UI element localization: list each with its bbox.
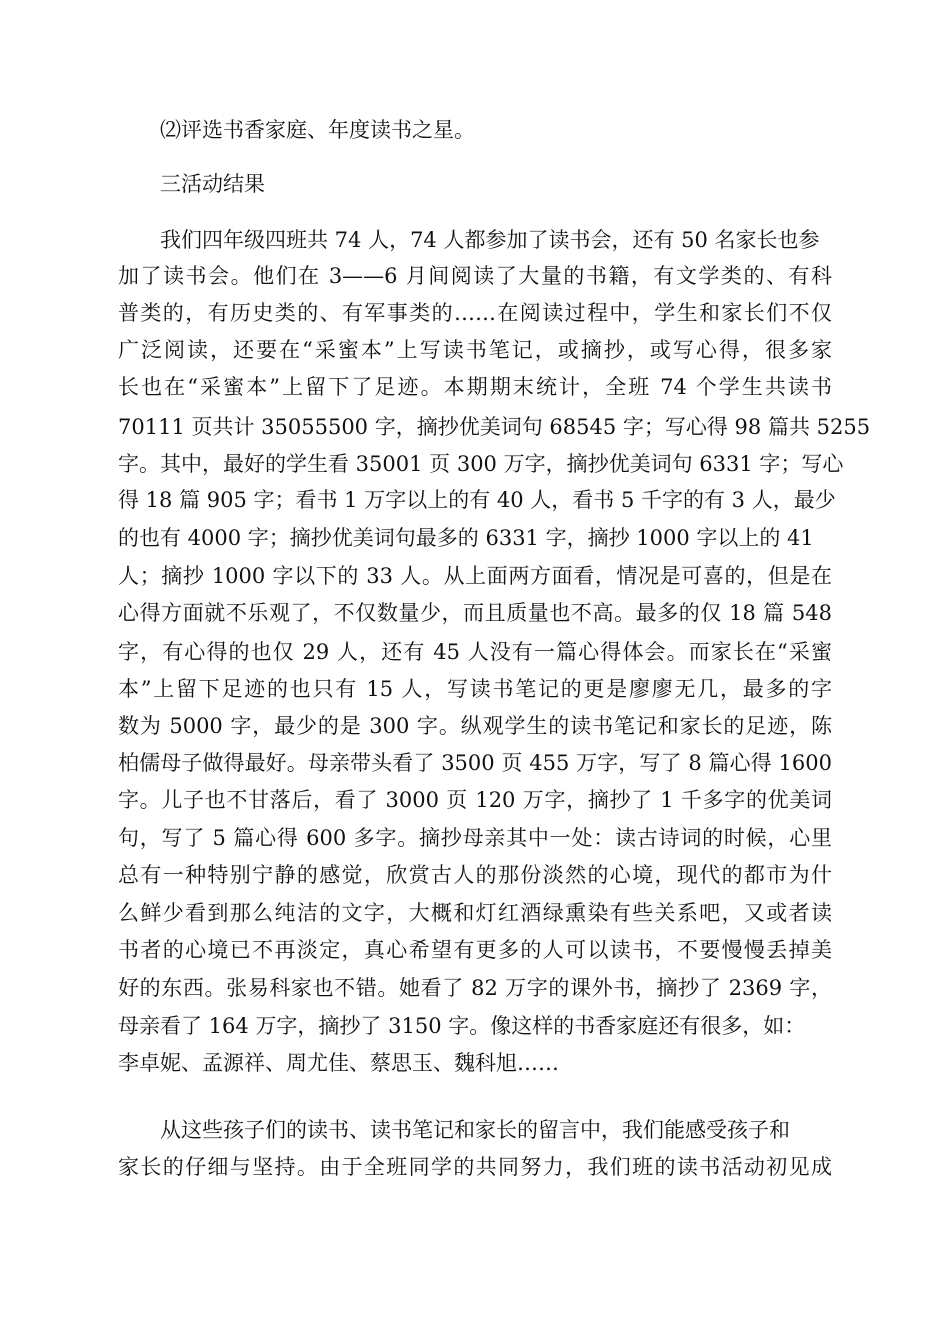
paragraph-line: 书者的心境已不再淡定，真心希望有更多的人可以读书，不要慢慢丢掉美 (118, 938, 832, 962)
paragraph-line: 长也在“采蜜本”上留下了足迹。本期期末统计，全班 74 个学生共读书 (118, 375, 832, 399)
paragraph-line: 心得方面就不乐观了，不仅数量少，而且质量也不高。最多的仅 18 篇 548 (118, 601, 832, 625)
paragraph-line: 好的东西。张易科家也不错。她看了 82 万字的课外书，摘抄了 2369 字， (118, 976, 832, 1000)
paragraph-line: 的也有 4000 字；摘抄优美词句最多的 6331 字，摘抄 1000 字以上的 41 (118, 526, 814, 550)
paragraph-line: 字，有心得的也仅 29 人，还有 45 人没有一篇心得体会。而家长在“采蜜 (118, 640, 832, 664)
paragraph-line: 加了读书会。他们在 3——6 月间阅读了大量的书籍，有文学类的、有科 (118, 264, 832, 288)
paragraph-line: 母亲看了 164 万字，摘抄了 3150 字。像这样的书香家庭还有很多，如： (118, 1014, 806, 1038)
paragraph-line: 家长的仔细与坚持。由于全班同学的共同努力，我们班的读书活动初见成 (118, 1155, 832, 1179)
paragraph-line: 李卓妮、孟源祥、周尤佳、蔡思玉、魏科旭…… (118, 1051, 559, 1075)
paragraph-line: 普类的，有历史类的、有军事类的……在阅读过程中，学生和家长们不仅 (118, 301, 832, 325)
paragraph-line: 得 18 篇 905 字；看书 1 万字以上的有 40 人，看书 5 千字的有 3 人，最少 (118, 488, 836, 512)
paragraph-line: 人；摘抄 1000 字以下的 33 人。从上面两方面看，情况是可喜的，但是在 (118, 564, 832, 588)
paragraph-line: 本”上留下足迹的也只有 15 人，写读书笔记的更是廖廖无几，最多的字 (118, 677, 832, 701)
paragraph-line: 从这些孩子们的读书、读书笔记和家长的留言中，我们能感受孩子和 (160, 1118, 790, 1142)
paragraph-line: 么鲜少看到那么纯洁的文字，大概和灯红酒绿熏染有些关系吧，又或者读 (118, 901, 832, 925)
paragraph-line: 字。儿子也不甘落后，看了 3000 页 120 万字，摘抄了 1 千多字的优美词 (118, 788, 832, 812)
paragraph-line: 我们四年级四班共 74 人，74 人都参加了读书会，还有 50 名家长也参 (160, 228, 820, 252)
paragraph-line: 字。其中，最好的学生看 35001 页 300 万字，摘抄优美词句 6331 字；写心 (118, 452, 844, 476)
paragraph-line: 数为 5000 字，最少的是 300 字。纵观学生的读书笔记和家长的足迹，陈 (118, 714, 832, 738)
section-heading: 三活动结果 (160, 172, 265, 196)
paragraph-line: 70111 页共计 35055500 字，摘抄优美词句 68545 字；写心得 98 篇共 5255 (118, 415, 871, 439)
list-item-2: ⑵评选书香家庭、年度读书之星。 (160, 118, 475, 142)
paragraph-line: 柏儒母子做得最好。母亲带头看了 3500 页 455 万字，写了 8 篇心得 1600 (118, 751, 832, 775)
paragraph-line: 句，写了 5 篇心得 600 多字。摘抄母亲其中一处：读古诗词的时候，心里 (118, 826, 832, 850)
paragraph-line: 总有一种特别宁静的感觉，欣赏古人的那份淡然的心境，现代的都市为什 (118, 863, 832, 887)
paragraph-line: 广泛阅读，还要在“采蜜本”上写读书笔记，或摘抄，或写心得，很多家 (118, 338, 832, 362)
